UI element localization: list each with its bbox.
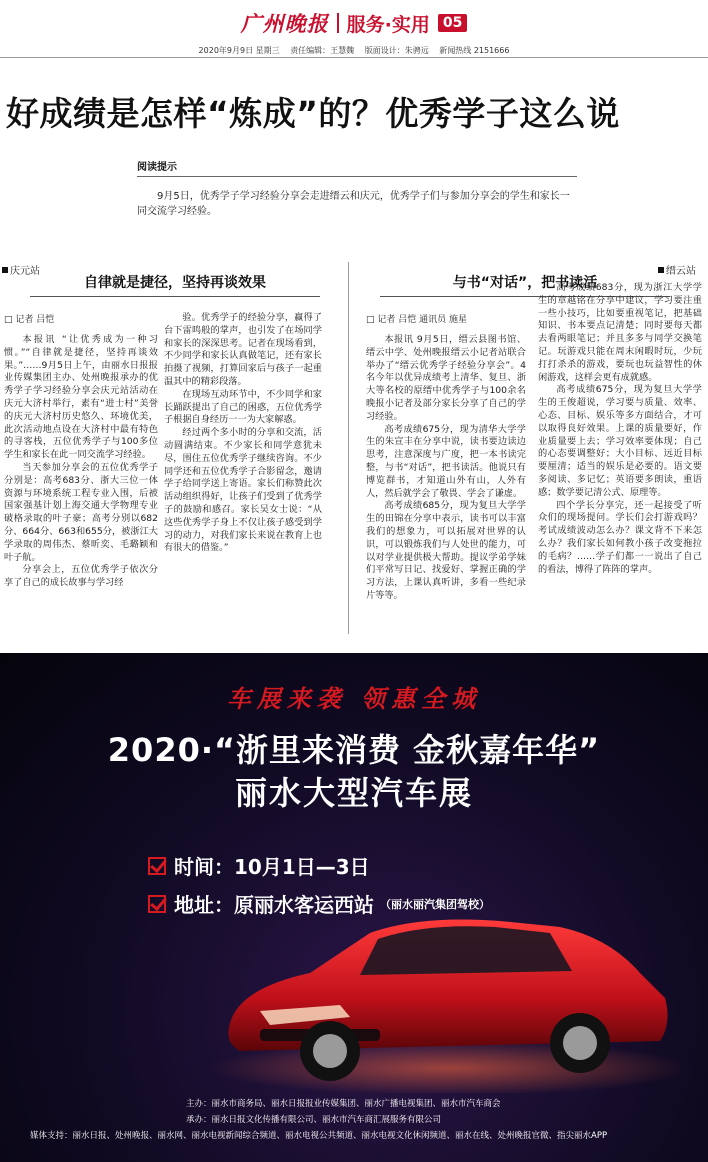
right-byline: □ 记者 吕恺 通讯员 施星: [366, 315, 467, 325]
editor-credit: 责任编辑：王慧魏: [290, 46, 355, 55]
left-article-title: 自律就是捷径，坚持再谈效果: [84, 275, 266, 291]
article-paragraph: 验。优秀学子的经验分享，赢得了台下雷鸣般的掌声，也引发了在场同学和家长的深深思考。记者在现场看到，不少同学和家长认真做笔记，还有家长拍摄了视频，打算回家后与孩子一起重温其中的精彩段落。: [164, 312, 322, 387]
right-article-title: 与书“对话”，把书读活: [452, 275, 598, 291]
article-paragraph: 四个学长分享完，还一起接受了听众们的现场提问。学长们会打游戏吗？考试成绩波动怎么办？课文背不下来怎么办？我们家长如何教小孩子改变拖拉的毛病？……学子们都一一说出了自己的看法，博得了阵阵的掌声。: [538, 499, 702, 575]
issue-date: 2020年9月9日 星期三: [198, 46, 280, 55]
article-paragraph: 本报讯 9月5日，缙云县图书馆、缙云中学、处州晚报缙云小记者站联合举办了“缙云优秀学子经验分享会”。4名今年以优异成绩考上清华、复旦、浙大等名校的原缙中优秀学子与100余名晚报小记者及部分家长分享了自己的学习经验。: [366, 334, 526, 422]
article-paragraph: 经过两个多小时的分享和交流，活动圆满结束。不少家长和同学意犹未尽，围住五位优秀学子继续咨询。不少同学还和五位优秀学子合影留念，邀请学子给同学送上寄语。家长们称赞此次活动组织得好，让孩子们受到了优秀学子的鼓励和感召。家长吴女士说：“从这些优秀学子身上不仅让孩子感受到学习的动力，对我们家长来说在教育上也有很大的借鉴。”: [164, 427, 322, 554]
article-paragraph: 当天参加分享会的五位优秀学子分别是：高考683分、浙大三位一体资源与环境系统工程专业入围，后被国家强基计划上海交通大学物理专业破格录取的叶子豪；高考分别以682分、664分、663和655分，被浙江大学录取的周伟杰、蔡昕奕、毛璐颖和叶子航。: [4, 461, 158, 563]
reporter-box-icon: □: [366, 315, 378, 325]
reading-tip-rule: [137, 176, 577, 177]
ad-undertaker: 承办：丽水日报文化传播有限公司、丽水市汽车商汇展服务有限公司: [186, 1115, 442, 1125]
designer-credit: 版面设计：朱骋远: [364, 46, 429, 55]
left-byline: □ 记者 吕恺: [4, 315, 55, 325]
article-paragraph: 本报讯 “让优秀成为一种习惯。”“自律就是捷径，坚持再谈效果。”……9月5日上午，由丽水日报报业传媒集团主办、处州晚报承办的优秀学子学习经验分享会庆元站活动在庆元大济村举行，素有“进士村”美誉的庆元大济村历史悠久、环境优美，此次活动地点设在大济村中最有特色的寻客栈，五位优秀学子与100多位学生和家长在此一同交流学习经验。: [4, 334, 158, 461]
reading-tip-text: 9月5日，优秀学子学习经验分享会走进缙云和庆元，优秀学子们与参加分享会的学生和家长一同交流学习经验。: [137, 191, 570, 217]
checkbox-icon: [148, 895, 166, 913]
left-article-col1: [4, 334, 158, 590]
article-paragraph: 分享会上，五位优秀学子依次分享了自己的成长故事与学习经: [4, 564, 158, 589]
checkbox-icon: [148, 857, 166, 875]
article-paragraph: 高考成绩683分，现为浙江大学学生的章越铭在分享中建议，学习要注重一些小技巧，比如要重视笔记，把基础知识、书本要点记清楚；同时要每天都去看两眼笔记；并且多多与同学交换笔记。玩游戏只能在周末闲暇时玩，少玩打打杀杀的游戏，要玩也玩益智性的休闲游戏，这样会更有成就感。: [538, 282, 702, 383]
car-show-advertisement: [0, 653, 708, 1162]
red-car-icon: [200, 893, 680, 1093]
column-divider: [348, 262, 349, 634]
article-paragraph: 高考成绩685分，现为复旦大学学生的田锦在分享中表示，读书可以丰富我们的想象力，可以拓展对世界的认识，可以锻炼我们与人处世的能力，可以对学业提供极大帮助。提议学弟学妹们平常写日记、找爱好、掌握正确的学习方法，上课认真听讲，多看一些纪录片等等。: [366, 500, 526, 601]
news-hotline: 新闻热线 2151666: [439, 46, 510, 55]
station-tag-qingyuan: 庆元站: [2, 262, 40, 277]
page-number-badge: 05: [438, 14, 467, 32]
masthead-divider: [337, 13, 339, 33]
page-headline: 好成绩是怎样“炼成”的？优秀学子这么说: [6, 94, 620, 133]
article-paragraph: 高考成绩675分，现为复旦大学学生的王俊超说，学习要与质量、效率、心态、目标、娱乐等多方面结合，才可以取得良好效果。上课的质量要好，作业质量要上去；学习效率要体现；自己的心态要调整好；大小目标、远近目标要厘清；适当的娱乐是必要的。语文要多阅读、多记忆；英语要多朗读，重语感；数学要记清公式、原理等。: [538, 384, 702, 498]
right-article-col1: [366, 334, 526, 603]
ad-organizer: 主办：丽水市商务局、丽水日报报业传媒集团、丽水广播电视集团、丽水市汽车商会: [186, 1099, 501, 1109]
masthead: [0, 0, 708, 46]
reading-tip-label: 阅读提示: [137, 162, 177, 173]
station-tag-jinyun: 缙云站: [658, 262, 696, 277]
left-title-rule: [30, 296, 320, 297]
right-article-col2: [538, 282, 702, 576]
left-article-col2: [164, 312, 322, 555]
newspaper-logo: 广州晚报: [240, 11, 329, 36]
reading-tip: [137, 158, 577, 219]
reporter-box-icon: □: [4, 315, 16, 325]
ad-address-row: 地址：原丽水客运西站 （丽水丽汽集团驾校）: [148, 889, 490, 918]
article-paragraph: 高考成绩675分，现为清华大学学生的朱宣丰在分享中说，读书要边读边思考，注意深度与广度，把一本书读完整，与书“对话”，把书读活。他说只有博览群书，才知道山外有山，人外有人，然后就学会了敬畏、学会了谦虚。: [366, 423, 526, 499]
ad-media-support: 媒体支持：丽水日报、处州晚报、丽水网、丽水电视新闻综合频道、丽水电视公共频道、丽水电视文化休闲频道、丽水在线、处州晚报官微、指尖丽水APP: [30, 1131, 608, 1141]
section-name: 服务·实用: [346, 13, 430, 36]
ad-title: 2020·“浙里来消费 金秋嘉年华”: [107, 731, 601, 769]
square-bullet-icon: [2, 267, 8, 273]
ad-slogan: 车展来袭 领惠全城: [226, 684, 482, 713]
ad-time-row: 时间：10月1日—3日: [148, 851, 370, 880]
article-paragraph: 在现场互动环节中，不少同学和家长踊跃提出了自己的困惑，五位优秀学子根据自身经历一一为大家解惑。: [164, 388, 322, 426]
info-bar: [0, 44, 708, 58]
ad-subtitle: 丽水大型汽车展: [234, 774, 473, 812]
